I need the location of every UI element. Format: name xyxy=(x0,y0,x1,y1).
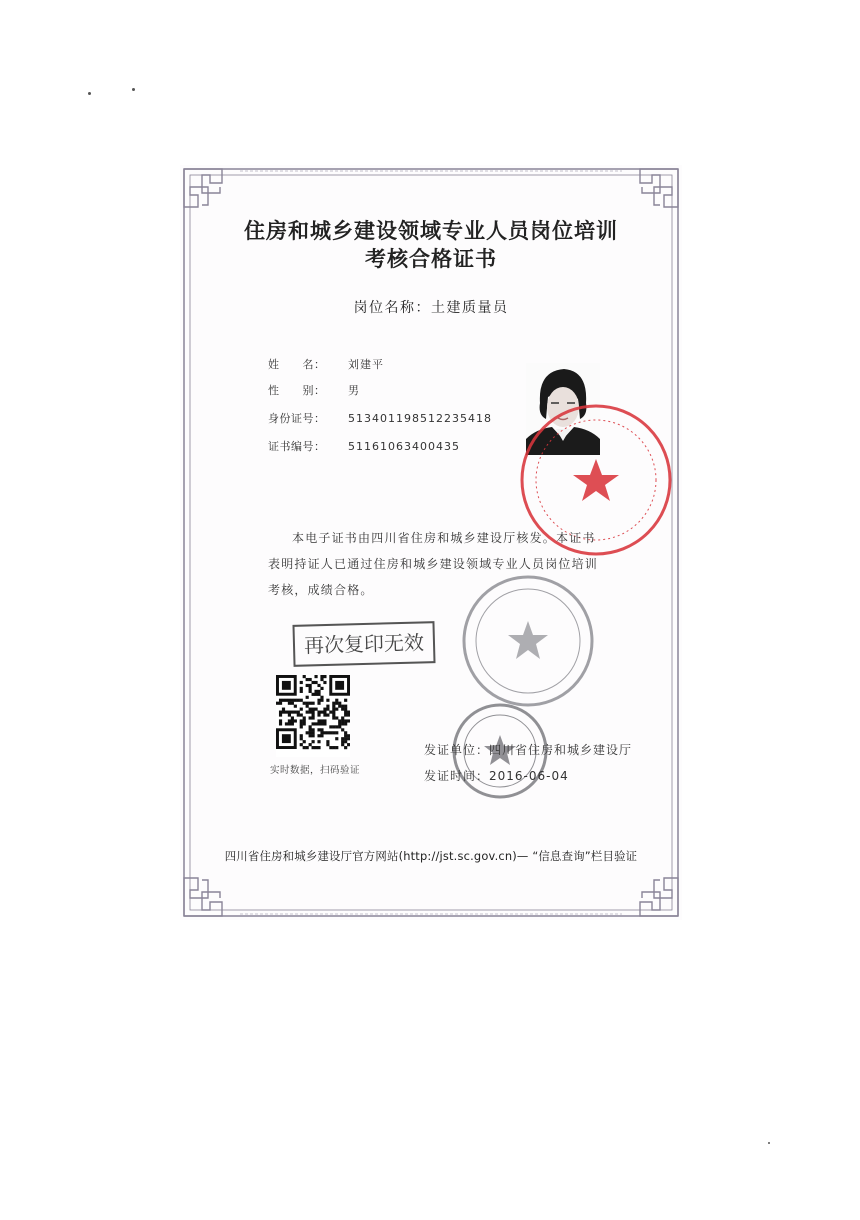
certificate-title-line2: 考核合格证书 xyxy=(365,246,497,271)
issue-date-value: 2016-06-04 xyxy=(489,769,569,783)
issue-date-label: 发证时间： xyxy=(424,769,490,783)
certificate-title-line1: 住房和城乡建设领域专业人员岗位培训 xyxy=(244,218,618,243)
field-label: 身份证号： xyxy=(268,412,326,425)
scan-speck xyxy=(132,88,135,91)
field-label: 性 别： xyxy=(268,384,326,397)
position-value: 土建质量员 xyxy=(431,300,509,316)
field-certificate-number xyxy=(268,438,460,454)
issuer-value: 四川省住房和城乡建设厅 xyxy=(489,743,633,757)
field-name xyxy=(268,356,384,372)
field-value: 刘建平 xyxy=(348,358,384,371)
issuer-label: 发证单位： xyxy=(424,743,490,757)
position-label: 岗位名称： xyxy=(353,300,431,316)
qr-code[interactable] xyxy=(276,675,350,757)
field-label: 证书编号： xyxy=(268,440,326,453)
issuer-line xyxy=(424,741,632,758)
field-value: 男 xyxy=(348,384,360,397)
field-value: 513401198512235418 xyxy=(348,412,492,425)
field-id-number xyxy=(268,410,492,426)
field-label: 姓 名： xyxy=(268,358,326,371)
field-gender xyxy=(268,382,360,398)
qr-caption: 实时数据，扫码验证 xyxy=(270,765,361,776)
issue-date-line xyxy=(424,767,569,784)
scan-speck xyxy=(88,92,91,95)
field-value: 51161063400435 xyxy=(348,440,460,453)
verification-footer: 四川省住房和城乡建设厅官方网站(http://jst.sc.gov.cn)— “信息查询”栏目验证 xyxy=(224,849,638,863)
position-line xyxy=(180,297,682,317)
no-copy-stamp: 再次复印无效 xyxy=(292,621,435,667)
scan-speck xyxy=(768,1142,770,1144)
certificate xyxy=(180,165,682,920)
statement-paragraph: 本电子证书由四川省住房和城乡建设厅核发。本证书表明持证人已通过住房和城乡建设领域专业人员岗位培训考核，成绩合格。 xyxy=(268,531,599,597)
